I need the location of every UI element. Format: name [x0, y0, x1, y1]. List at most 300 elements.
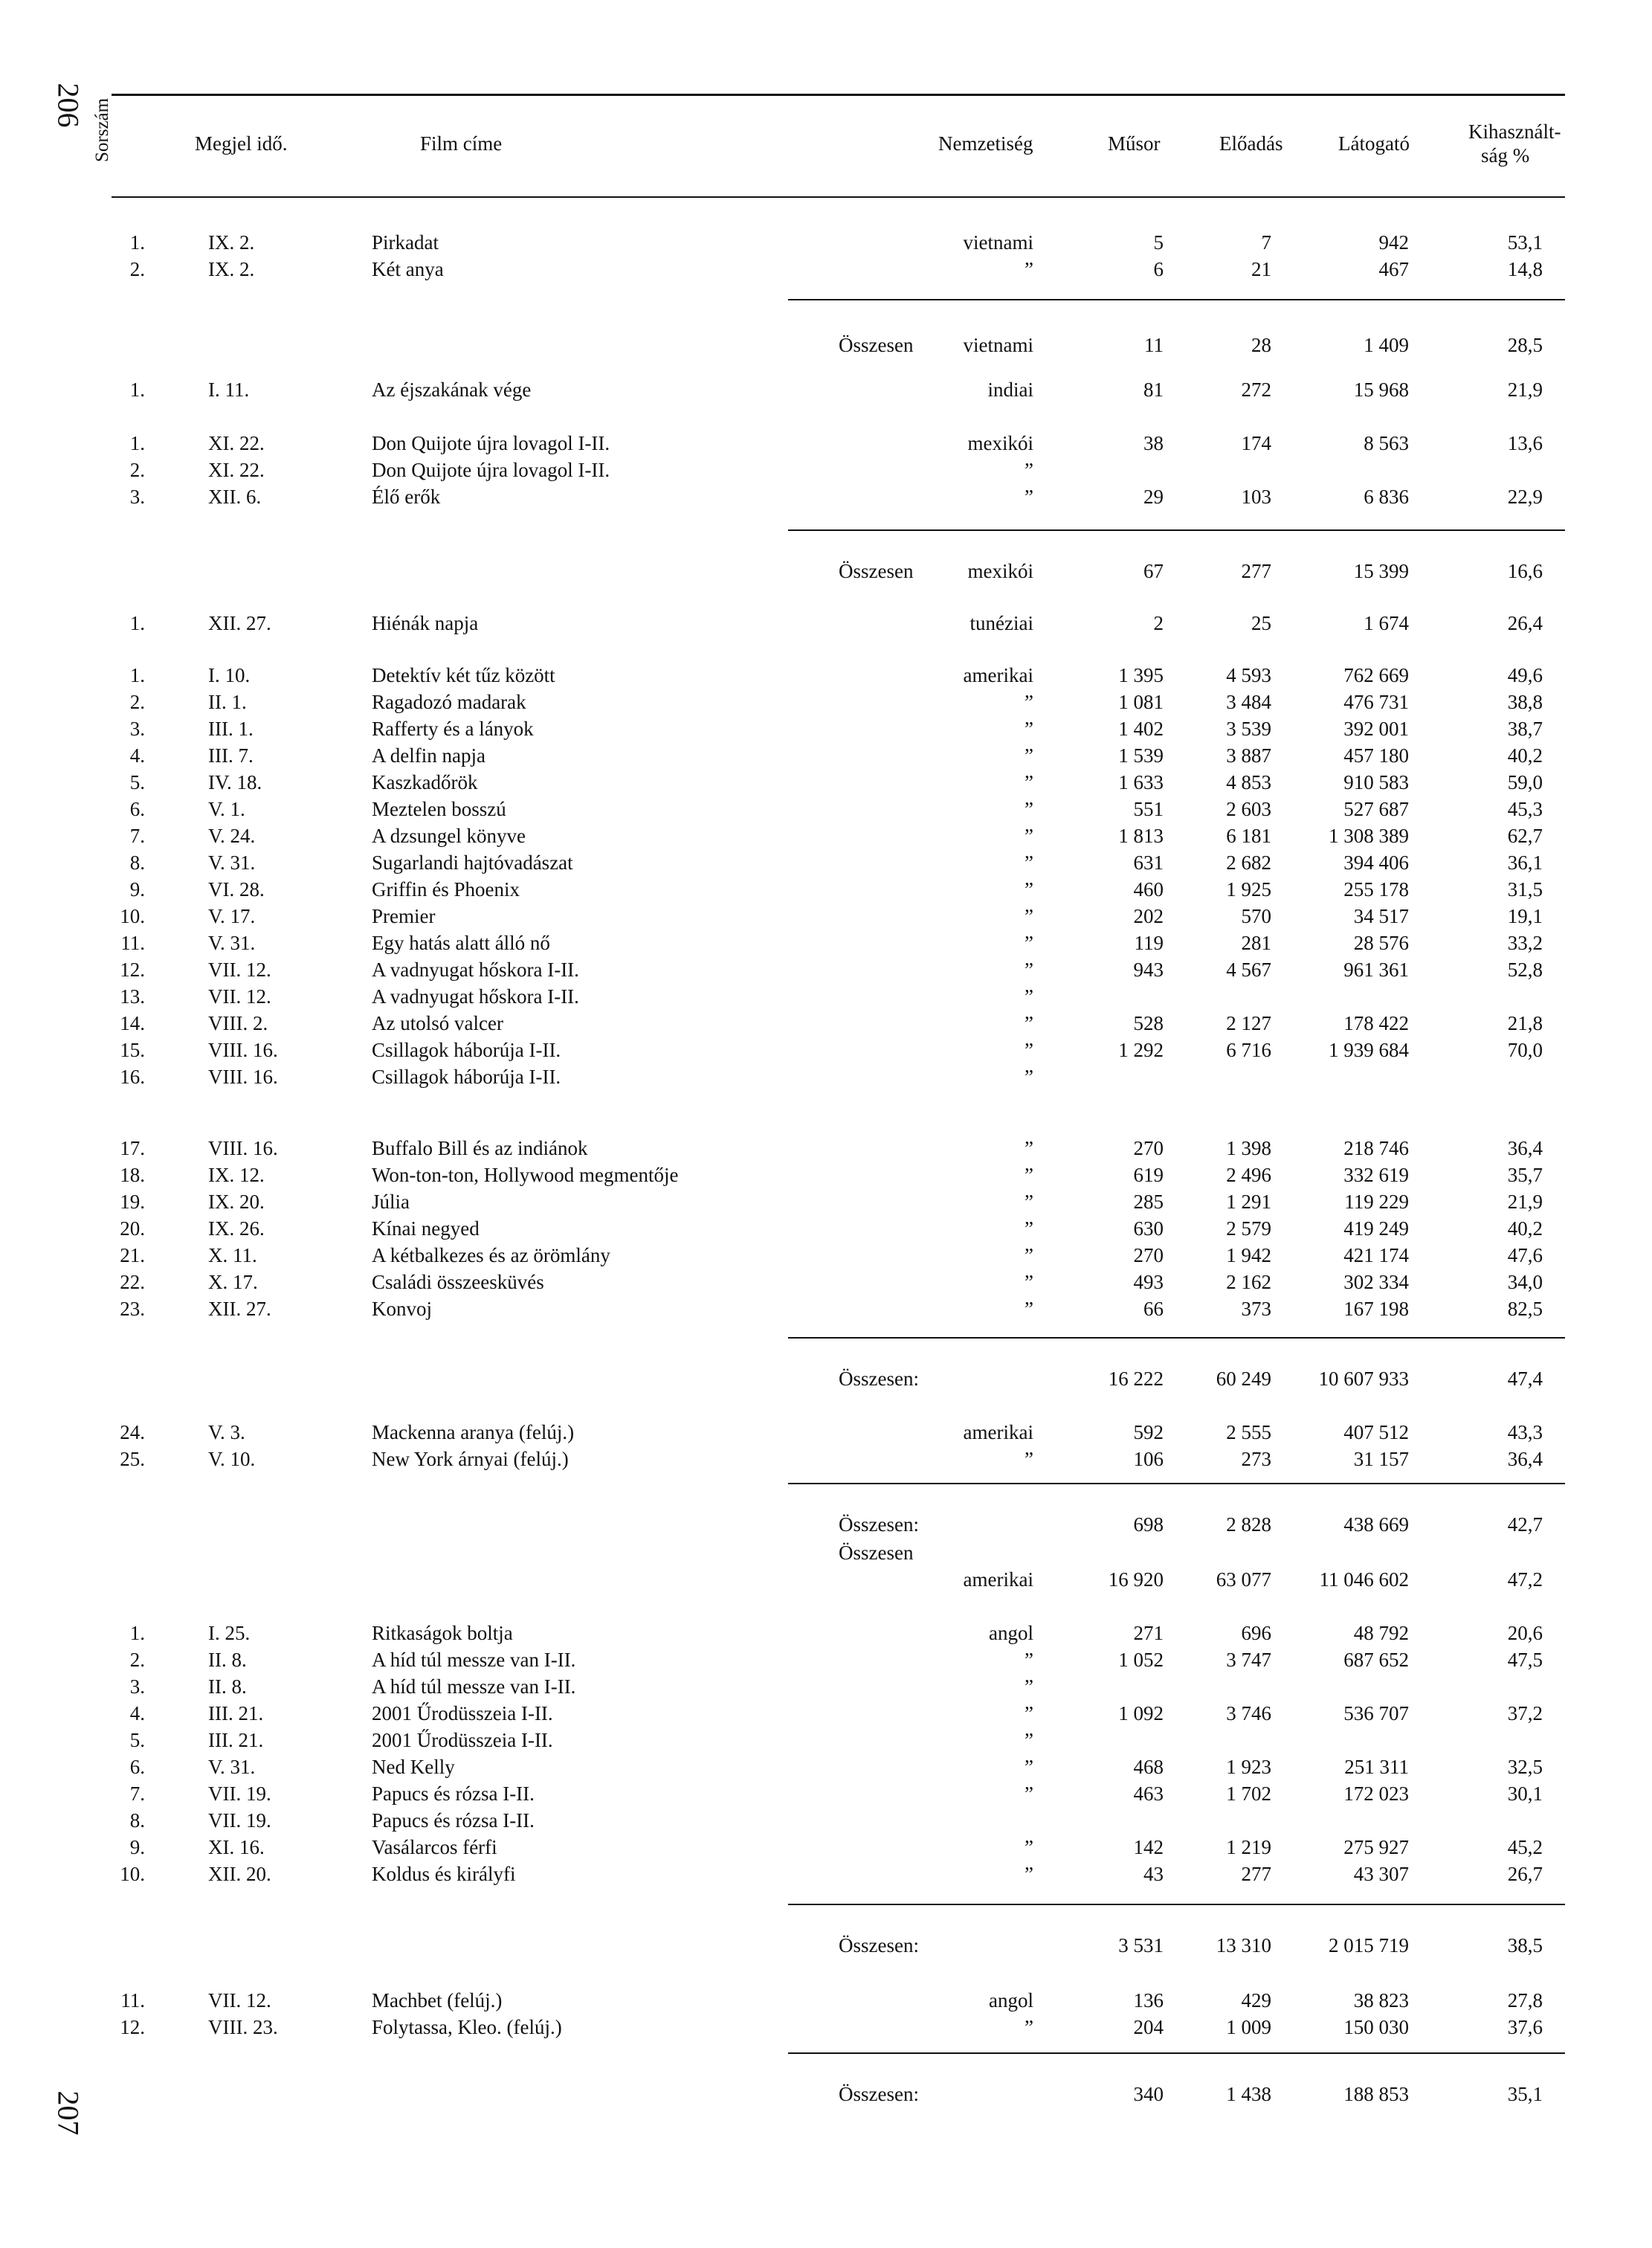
musor-count: 1 539: [1118, 744, 1164, 767]
kihasznaltsag-pct: 40,2: [1507, 1217, 1543, 1240]
latogato-count: 275 927: [1343, 1836, 1409, 1858]
release-date: XI. 16.: [208, 1836, 265, 1858]
musor-count: 340: [1133, 2083, 1164, 2105]
eloadas-count: 3 746: [1226, 1702, 1271, 1724]
latogato-count: 1 939 684: [1329, 1039, 1409, 1061]
subtotal-rule: [788, 1337, 1565, 1339]
eloadas-count: 2 496: [1226, 1164, 1271, 1186]
row-number: 8.: [129, 1809, 145, 1832]
latogato-count: 2 015 719: [1329, 1934, 1409, 1956]
row-number: 5.: [129, 771, 145, 793]
musor-count: 468: [1133, 1756, 1164, 1778]
nationality: ”: [1025, 932, 1033, 954]
musor-count: 16 222: [1108, 1368, 1164, 1390]
header-kihasznaltsag-2: ság %: [1481, 144, 1530, 167]
musor-count: 2: [1153, 612, 1164, 634]
kihasznaltsag-pct: 53,1: [1507, 231, 1543, 254]
musor-count: 142: [1133, 1836, 1164, 1858]
film-title: A kétbalkezes és az örömlány: [372, 1244, 610, 1266]
film-title: New York árnyai (felúj.): [372, 1448, 569, 1470]
eloadas-count: 1 702: [1226, 1782, 1271, 1805]
latogato-count: 438 669: [1343, 1513, 1409, 1536]
latogato-count: 6 836: [1364, 486, 1409, 508]
musor-count: 943: [1133, 959, 1164, 981]
film-title: A vadnyugat hőskora I-II.: [372, 959, 579, 981]
film-title: Griffin és Phoenix: [372, 878, 520, 901]
row-number: 8.: [129, 851, 145, 874]
latogato-count: 150 030: [1343, 2016, 1409, 2038]
film-title: Júlia: [372, 1191, 410, 1213]
release-date: XII. 20.: [208, 1863, 271, 1885]
latogato-count: 687 652: [1343, 1649, 1409, 1671]
nationality: tunéziai: [969, 612, 1033, 634]
film-title: Don Quijote újra lovagol I-II.: [372, 459, 610, 481]
nationality: ”: [1025, 744, 1033, 767]
film-title: Családi összeesküvés: [372, 1271, 544, 1293]
nationality: ”: [1025, 1782, 1033, 1805]
musor-count: 16 920: [1108, 1568, 1164, 1591]
film-title: Don Quijote újra lovagol I-II.: [372, 432, 610, 454]
header-sorszam: Sorszám: [92, 97, 112, 162]
row-number: 15.: [120, 1039, 145, 1061]
film-title: Az éjszakának vége: [372, 379, 532, 401]
release-date: VIII. 2.: [208, 1012, 268, 1034]
latogato-count: 762 669: [1343, 664, 1409, 686]
kihasznaltsag-pct: 45,2: [1507, 1836, 1543, 1858]
row-number: 1.: [129, 612, 145, 634]
latogato-count: 119 229: [1344, 1191, 1409, 1213]
film-title: Az utolsó valcer: [372, 1012, 503, 1034]
kihasznaltsag-pct: 26,7: [1507, 1863, 1543, 1885]
row-number: 12.: [120, 959, 145, 981]
row-number: 13.: [120, 985, 145, 1008]
film-title: Pirkadat: [372, 231, 439, 254]
release-date: VIII. 16.: [208, 1039, 278, 1061]
row-number: 16.: [120, 1066, 145, 1088]
film-title: Papucs és rózsa I-II.: [372, 1782, 535, 1805]
release-date: I. 11.: [208, 379, 250, 401]
latogato-count: 1 308 389: [1329, 825, 1409, 847]
latogato-count: 392 001: [1343, 718, 1409, 740]
musor-count: 38: [1143, 432, 1164, 454]
musor-count: 1 081: [1118, 691, 1164, 713]
nationality: ”: [1025, 825, 1033, 847]
nationality: vietnami: [963, 231, 1033, 254]
total-label: Összesen: [839, 560, 914, 582]
eloadas-count: 25: [1251, 612, 1271, 634]
header-musor: Műsor: [1108, 132, 1161, 155]
eloadas-count: 2 555: [1226, 1421, 1271, 1443]
kihasznaltsag-pct: 59,0: [1507, 771, 1543, 793]
eloadas-count: 3 887: [1226, 744, 1271, 767]
nationality: ”: [1025, 1863, 1033, 1885]
musor-count: 592: [1133, 1421, 1164, 1443]
kihasznaltsag-pct: 82,5: [1507, 1298, 1543, 1320]
nationality: ”: [1025, 771, 1033, 793]
latogato-count: 476 731: [1343, 691, 1409, 713]
musor-count: 631: [1133, 851, 1164, 874]
row-number: 25.: [120, 1448, 145, 1470]
eloadas-count: 696: [1241, 1622, 1271, 1644]
film-title: Kínai negyed: [372, 1217, 480, 1240]
header-megjel: Megjel idő.: [195, 132, 288, 155]
latogato-count: 407 512: [1343, 1421, 1409, 1443]
kihasznaltsag-pct: 20,6: [1507, 1622, 1543, 1644]
page-number-bottom: 207: [51, 2090, 85, 2136]
latogato-count: 942: [1378, 231, 1409, 254]
nationality: ”: [1025, 1729, 1033, 1751]
latogato-count: 167 198: [1343, 1298, 1409, 1320]
nationality: ”: [1025, 1836, 1033, 1858]
eloadas-count: 1 438: [1226, 2083, 1271, 2105]
musor-count: 1 813: [1118, 825, 1164, 847]
row-number: 19.: [120, 1191, 145, 1213]
eloadas-count: 281: [1241, 932, 1271, 954]
film-title: Két anya: [372, 258, 444, 280]
kihasznaltsag-pct: 31,5: [1507, 878, 1543, 901]
eloadas-count: 174: [1241, 432, 1271, 454]
row-number: 4.: [129, 1702, 145, 1724]
release-date: VII. 19.: [208, 1809, 271, 1832]
kihasznaltsag-pct: 37,2: [1507, 1702, 1543, 1724]
nationality: ”: [1025, 1039, 1033, 1061]
nationality: ”: [1025, 985, 1033, 1008]
row-number: 2.: [129, 691, 145, 713]
film-title: A híd túl messze van I-II.: [372, 1675, 576, 1698]
eloadas-count: 373: [1241, 1298, 1271, 1320]
release-date: IX. 26.: [208, 1217, 265, 1240]
nationality: ”: [1025, 1649, 1033, 1671]
nationality: ”: [1025, 1164, 1033, 1186]
latogato-count: 28 576: [1353, 932, 1409, 954]
release-date: X. 17.: [208, 1271, 258, 1293]
nationality: mexikói: [967, 560, 1033, 582]
row-number: 1.: [129, 664, 145, 686]
nationality: ”: [1025, 1191, 1033, 1213]
row-number: 24.: [120, 1421, 145, 1443]
latogato-count: 419 249: [1343, 1217, 1409, 1240]
row-number: 22.: [120, 1271, 145, 1293]
latogato-count: 302 334: [1343, 1271, 1409, 1293]
eloadas-count: 3 747: [1226, 1649, 1271, 1671]
film-title: Meztelen bosszú: [372, 798, 506, 820]
latogato-count: 34 517: [1353, 905, 1409, 927]
musor-count: 270: [1133, 1244, 1164, 1266]
row-number: 6.: [129, 1756, 145, 1778]
musor-count: 463: [1133, 1782, 1164, 1805]
row-number: 11.: [120, 932, 145, 954]
eloadas-count: 1 923: [1226, 1756, 1271, 1778]
musor-count: 1 292: [1118, 1039, 1164, 1061]
release-date: IX. 2.: [208, 231, 255, 254]
eloadas-count: 277: [1241, 1863, 1271, 1885]
release-date: XII. 27.: [208, 612, 271, 634]
eloadas-count: 28: [1251, 334, 1271, 356]
film-title: Buffalo Bill és az indiánok: [372, 1137, 588, 1159]
release-date: IV. 18.: [208, 771, 262, 793]
row-number: 18.: [120, 1164, 145, 1186]
kihasznaltsag-pct: 38,8: [1507, 691, 1543, 713]
row-number: 7.: [129, 825, 145, 847]
kihasznaltsag-pct: 19,1: [1507, 905, 1543, 927]
nationality: amerikai: [963, 1421, 1033, 1443]
eloadas-count: 2 603: [1226, 798, 1271, 820]
kihasznaltsag-pct: 36,4: [1507, 1137, 1543, 1159]
nationality: amerikai: [963, 1568, 1033, 1591]
film-title: Hiénák napja: [372, 612, 479, 634]
release-date: VIII. 23.: [208, 2016, 278, 2038]
row-number: 23.: [120, 1298, 145, 1320]
latogato-count: 15 399: [1353, 560, 1409, 582]
kihasznaltsag-pct: 21,8: [1507, 1012, 1543, 1034]
row-number: 20.: [120, 1217, 145, 1240]
musor-count: 460: [1133, 878, 1164, 901]
film-title: Egy hatás alatt álló nő: [372, 932, 550, 954]
latogato-count: 11 046 602: [1319, 1568, 1409, 1591]
eloadas-count: 1 925: [1226, 878, 1271, 901]
musor-count: 270: [1133, 1137, 1164, 1159]
eloadas-count: 2 127: [1226, 1012, 1271, 1034]
latogato-count: 457 180: [1343, 744, 1409, 767]
musor-count: 11: [1144, 334, 1164, 356]
subtotal-rule: [788, 2052, 1565, 2054]
musor-count: 1 092: [1118, 1702, 1164, 1724]
row-number: 12.: [120, 2016, 145, 2038]
nationality: mexikói: [967, 432, 1033, 454]
film-title: Machbet (felúj.): [372, 1989, 503, 2012]
film-title: Csillagok háborúja I-II.: [372, 1066, 561, 1088]
kihasznaltsag-pct: 38,7: [1507, 718, 1543, 740]
total-label: Összesen: [839, 1542, 914, 1564]
nationality: amerikai: [963, 664, 1033, 686]
film-title: Csillagok háborúja I-II.: [372, 1039, 561, 1061]
header-nemzetiseg: Nemzetiség: [938, 132, 1033, 155]
eloadas-count: 60 249: [1216, 1368, 1271, 1390]
nationality: ”: [1025, 798, 1033, 820]
nationality: angol: [989, 1622, 1033, 1644]
row-number: 9.: [129, 878, 145, 901]
nationality: vietnami: [963, 334, 1033, 356]
nationality: ”: [1025, 1217, 1033, 1240]
header-eloadas: Előadás: [1219, 132, 1283, 155]
film-title: Vasálarcos férfi: [372, 1836, 497, 1858]
kihasznaltsag-pct: 30,1: [1507, 1782, 1543, 1805]
latogato-count: 961 361: [1343, 959, 1409, 981]
latogato-count: 536 707: [1343, 1702, 1409, 1724]
latogato-count: 421 174: [1343, 1244, 1409, 1266]
musor-count: 285: [1133, 1191, 1164, 1213]
kihasznaltsag-pct: 32,5: [1507, 1756, 1543, 1778]
latogato-count: 1 409: [1364, 334, 1409, 356]
kihasznaltsag-pct: 36,1: [1507, 851, 1543, 874]
nationality: ”: [1025, 1066, 1033, 1088]
eloadas-count: 2 162: [1226, 1271, 1271, 1293]
header-kihasznaltsag-1: Kihasznált-: [1468, 120, 1561, 143]
kihasznaltsag-pct: 49,6: [1507, 664, 1543, 686]
nationality: ”: [1025, 258, 1033, 280]
kihasznaltsag-pct: 42,7: [1507, 1513, 1543, 1536]
nationality: ”: [1025, 1244, 1033, 1266]
film-title: Sugarlandi hajtóvadászat: [372, 851, 573, 874]
latogato-count: 910 583: [1343, 771, 1409, 793]
musor-count: 698: [1133, 1513, 1164, 1536]
row-number: 6.: [129, 798, 145, 820]
kihasznaltsag-pct: 47,5: [1507, 1649, 1543, 1671]
release-date: XII. 27.: [208, 1298, 271, 1320]
latogato-count: 38 823: [1353, 1989, 1409, 2012]
nationality: ”: [1025, 1271, 1033, 1293]
kihasznaltsag-pct: 37,6: [1507, 2016, 1543, 2038]
film-title: Folytassa, Kleo. (felúj.): [372, 2016, 562, 2038]
release-date: III. 21.: [208, 1702, 264, 1724]
latogato-count: 31 157: [1353, 1448, 1409, 1470]
nationality: ”: [1025, 905, 1033, 927]
eloadas-count: 21: [1251, 258, 1271, 280]
musor-count: 6: [1153, 258, 1164, 280]
latogato-count: 255 178: [1343, 878, 1409, 901]
release-date: II. 1.: [208, 691, 247, 713]
eloadas-count: 429: [1241, 1989, 1271, 2012]
total-label: Összesen:: [839, 1368, 919, 1390]
row-number: 10.: [120, 1863, 145, 1885]
release-date: VII. 12.: [208, 985, 271, 1008]
latogato-count: 178 422: [1343, 1012, 1409, 1034]
eloadas-count: 570: [1241, 905, 1271, 927]
eloadas-count: 272: [1241, 379, 1271, 401]
eloadas-count: 2 828: [1226, 1513, 1271, 1536]
nationality: ”: [1025, 691, 1033, 713]
release-date: VIII. 16.: [208, 1137, 278, 1159]
kihasznaltsag-pct: 26,4: [1507, 612, 1543, 634]
eloadas-count: 1 291: [1226, 1191, 1271, 1213]
release-date: IX. 2.: [208, 258, 255, 280]
musor-count: 1 395: [1118, 664, 1164, 686]
kihasznaltsag-pct: 28,5: [1507, 334, 1543, 356]
musor-count: 528: [1133, 1012, 1164, 1034]
subtotal-rule: [788, 1904, 1565, 1905]
row-number: 21.: [120, 1244, 145, 1266]
latogato-count: 172 023: [1343, 1782, 1409, 1805]
release-date: I. 10.: [208, 664, 251, 686]
eloadas-count: 4 853: [1226, 771, 1271, 793]
eloadas-count: 2 579: [1226, 1217, 1271, 1240]
latogato-count: 10 607 933: [1318, 1368, 1409, 1390]
musor-count: 43: [1143, 1863, 1164, 1885]
release-date: III. 7.: [208, 744, 254, 767]
nationality: indiai: [987, 379, 1033, 401]
kihasznaltsag-pct: 47,2: [1507, 1568, 1543, 1591]
row-number: 7.: [129, 1782, 145, 1805]
kihasznaltsag-pct: 52,8: [1507, 959, 1543, 981]
kihasznaltsag-pct: 35,7: [1507, 1164, 1543, 1186]
musor-count: 106: [1133, 1448, 1164, 1470]
latogato-count: 332 619: [1343, 1164, 1409, 1186]
latogato-count: 43 307: [1353, 1863, 1409, 1885]
page-number-top: 206: [51, 83, 85, 128]
musor-count: 119: [1134, 932, 1164, 954]
musor-count: 5: [1153, 231, 1164, 254]
total-label: Összesen:: [839, 2083, 919, 2105]
film-title: Rafferty és a lányok: [372, 718, 534, 740]
kihasznaltsag-pct: 47,4: [1507, 1368, 1543, 1390]
musor-count: 3 531: [1118, 1934, 1164, 1956]
release-date: V. 1.: [208, 798, 245, 820]
release-date: V. 17.: [208, 905, 256, 927]
kihasznaltsag-pct: 13,6: [1507, 432, 1543, 454]
nationality: ”: [1025, 1675, 1033, 1698]
release-date: I. 25.: [208, 1622, 251, 1644]
nationality: ”: [1025, 1298, 1033, 1320]
kihasznaltsag-pct: 16,6: [1507, 560, 1543, 582]
release-date: VIII. 16.: [208, 1066, 278, 1088]
total-label: Összesen:: [839, 1513, 919, 1536]
latogato-count: 8 563: [1364, 432, 1409, 454]
row-number: 2.: [129, 258, 145, 280]
nationality: ”: [1025, 1702, 1033, 1724]
film-title: 2001 Űrodüsszeia I-II.: [372, 1702, 553, 1724]
musor-count: 1 052: [1118, 1649, 1164, 1671]
eloadas-count: 273: [1241, 1448, 1271, 1470]
kihasznaltsag-pct: 70,0: [1507, 1039, 1543, 1061]
eloadas-count: 6 716: [1226, 1039, 1271, 1061]
musor-count: 67: [1143, 560, 1164, 582]
nationality: ”: [1025, 851, 1033, 874]
musor-count: 66: [1143, 1298, 1164, 1320]
release-date: X. 11.: [208, 1244, 257, 1266]
kihasznaltsag-pct: 14,8: [1507, 258, 1543, 280]
nationality: ”: [1025, 1756, 1033, 1778]
row-number: 1.: [129, 1622, 145, 1644]
eloadas-count: 6 181: [1226, 825, 1271, 847]
musor-count: 271: [1133, 1622, 1164, 1644]
header-film-cime: Film címe: [420, 132, 503, 155]
row-number: 1.: [129, 231, 145, 254]
release-date: V. 31.: [208, 851, 256, 874]
header-latogato: Látogató: [1338, 132, 1410, 155]
release-date: XII. 6.: [208, 486, 262, 508]
musor-count: 202: [1133, 905, 1164, 927]
musor-count: 81: [1143, 379, 1164, 401]
nationality: ”: [1025, 878, 1033, 901]
eloadas-count: 1 942: [1226, 1244, 1271, 1266]
musor-count: 630: [1133, 1217, 1164, 1240]
kihasznaltsag-pct: 34,0: [1507, 1271, 1543, 1293]
release-date: XI. 22.: [208, 459, 265, 481]
subtotal-rule: [788, 1483, 1565, 1484]
musor-count: 1 633: [1118, 771, 1164, 793]
film-title: Ned Kelly: [372, 1756, 455, 1778]
kihasznaltsag-pct: 62,7: [1507, 825, 1543, 847]
film-title: Ritkaságok boltja: [372, 1622, 513, 1644]
kihasznaltsag-pct: 43,3: [1507, 1421, 1543, 1443]
row-number: 17.: [120, 1137, 145, 1159]
film-title: Papucs és rózsa I-II.: [372, 1809, 535, 1832]
film-title: Konvoj: [372, 1298, 432, 1320]
latogato-count: 467: [1378, 258, 1409, 280]
eloadas-count: 3 539: [1226, 718, 1271, 740]
row-number: 4.: [129, 744, 145, 767]
row-number: 5.: [129, 1729, 145, 1751]
eloadas-count: 4 567: [1226, 959, 1271, 981]
film-title: A dzsungel könyve: [372, 825, 526, 847]
total-label: Összesen:: [839, 1934, 919, 1956]
film-title: Premier: [372, 905, 436, 927]
latogato-count: 1 674: [1364, 612, 1409, 634]
film-title: Élő erők: [372, 486, 441, 508]
eloadas-count: 3 484: [1226, 691, 1271, 713]
release-date: IX. 20.: [208, 1191, 265, 1213]
musor-count: 29: [1143, 486, 1164, 508]
